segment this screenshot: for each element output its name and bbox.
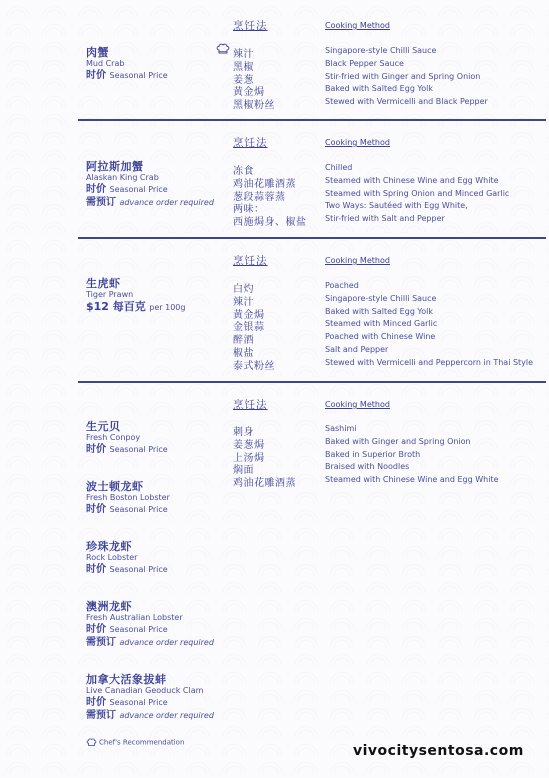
method-name-en: Singapore-style Chilli Sauce xyxy=(325,46,437,55)
method-name-en: Salt and Pepper xyxy=(325,344,389,354)
dish-order-note: 需预订 advance order required xyxy=(86,710,214,721)
dish-name-en: Fresh Australian Lobster xyxy=(86,613,183,622)
method-name-zh: 两味： xyxy=(233,204,265,216)
method-name-en: Stir-fried with Ginger and Spring Onion xyxy=(325,71,481,81)
chef-recommendation-legend xyxy=(86,738,184,747)
method-name-zh: 上汤焗 xyxy=(233,452,265,464)
method-name-zh: 白灼 xyxy=(233,284,254,295)
method-name-zh: 黑椒粉丝 xyxy=(233,100,275,112)
method-name-en: Baked with Ginger and Spring Onion xyxy=(325,436,471,446)
dish-tiger-prawn xyxy=(86,277,185,314)
method-header-zh: 烹饪法 xyxy=(233,399,268,411)
dish-name-en: Live Canadian Geoduck Clam xyxy=(86,686,204,695)
method-header-en: Cooking Method xyxy=(325,21,390,30)
method-name-zh: 金银蒜 xyxy=(233,322,265,334)
dish-name-en: Fresh Conpoy xyxy=(86,433,141,442)
method-name-zh: 冻食 xyxy=(233,166,254,177)
method-name-zh: 醉酒 xyxy=(233,335,254,347)
dish-price: $12 每百克 per 100g xyxy=(86,300,186,313)
method-name-en: Stir-fried with Salt and Pepper xyxy=(325,214,445,224)
dish-mud-crab xyxy=(86,46,168,82)
method-header-en: Cooking Method xyxy=(325,400,390,409)
legend-label: Chef's Recommendation xyxy=(99,738,185,747)
method-name-en: Poached xyxy=(325,281,359,290)
dish-order-note: 需预订 advance order required xyxy=(86,637,214,648)
section-divider xyxy=(78,119,546,121)
dish-price: 时价 Seasonal Price xyxy=(86,444,168,455)
dish-name-zh: 澳洲龙虾 xyxy=(86,600,132,613)
dish-name-en: Alaskan King Crab xyxy=(86,173,159,182)
method-name-zh: 黑椒 xyxy=(233,61,254,73)
dish-name-zh: 阿拉斯加蟹 xyxy=(86,160,144,173)
dish-price: 时价 Seasonal Price xyxy=(86,564,168,575)
dish-name-zh: 珍珠龙虾 xyxy=(86,540,132,553)
method-name-en: Steamed with Spring Onion and Minced Garlic xyxy=(325,188,510,198)
dish-price: 时价 Seasonal Price xyxy=(86,70,168,81)
method-name-en: Singapore-style Chilli Sauce xyxy=(325,293,437,303)
dish-price: 时价 Seasonal Price xyxy=(86,504,168,515)
dish-geoduck xyxy=(86,673,214,722)
section-divider xyxy=(78,381,546,383)
method-name-zh: 泰式粉丝 xyxy=(233,360,275,372)
dish-name-zh: 生元贝 xyxy=(86,420,121,433)
method-name-zh: 姜葱焗 xyxy=(233,439,265,451)
method-name-en: Baked with Salted Egg Yolk xyxy=(325,84,434,94)
method-header-en: Cooking Method xyxy=(325,138,390,147)
method-name-en: Braised with Noodles xyxy=(325,462,410,472)
method-header-en: Cooking Method xyxy=(325,256,390,265)
dish-name-en: Rock Lobster xyxy=(86,553,138,562)
dish-rock-lobster xyxy=(86,540,168,576)
method-header-zh: 烹饪法 xyxy=(233,20,268,32)
method-name-zh: 西施焗身、椒盐 xyxy=(233,217,307,229)
method-name-zh: 辣汁 xyxy=(233,296,254,308)
dish-king-crab xyxy=(86,160,214,209)
method-name-zh: 姜葱 xyxy=(233,74,254,86)
method-name-zh: 黄金焗 xyxy=(233,87,265,99)
method-name-en: Baked in Superior Broth xyxy=(325,449,421,459)
dish-price: 时价 Seasonal Price xyxy=(86,624,168,635)
chef-hat-icon xyxy=(216,43,230,55)
dish-name-zh: 生虎虾 xyxy=(86,277,121,290)
section-divider xyxy=(78,237,546,239)
method-name-en: Sashimi xyxy=(325,424,357,433)
dish-price: 时价 Seasonal Price xyxy=(86,184,168,195)
method-name-en: Baked with Salted Egg Yolk xyxy=(325,306,434,316)
method-name-en: Steamed with Chinese Wine and Egg White xyxy=(325,175,499,185)
dish-price: 时价 Seasonal Price xyxy=(86,697,168,708)
method-name-en: Stewed with Vermicelli and Peppercorn in Thai Style xyxy=(325,357,534,367)
method-name-en: Steamed with Chinese Wine and Egg White xyxy=(325,475,499,485)
dish-name-en: Fresh Boston Lobster xyxy=(86,493,170,502)
method-name-zh: 椒盐 xyxy=(233,347,254,359)
dish-conpoy xyxy=(86,420,168,456)
method-name-zh: 鸡油花雕酒蒸 xyxy=(233,478,296,490)
method-name-zh: 鸡油花雕酒蒸 xyxy=(233,178,296,190)
method-name-zh: 刺身 xyxy=(233,427,254,438)
method-name-zh: 黄金焗 xyxy=(233,309,265,321)
dish-name-zh: 加拿大活象拔蚌 xyxy=(86,673,167,686)
method-name-zh: 辣汁 xyxy=(233,49,254,60)
dish-name-en: Tiger Prawn xyxy=(86,290,134,299)
method-name-zh: 葱段蒜蓉蒸 xyxy=(233,191,286,203)
dish-order-note: 需预订 advance order required xyxy=(86,197,214,208)
method-name-en: Chilled xyxy=(325,163,353,172)
dish-boston-lobster xyxy=(86,480,170,516)
method-name-en: Steamed with Minced Garlic xyxy=(325,319,438,329)
dish-name-en: Mud Crab xyxy=(86,59,125,68)
method-header-zh: 烹饪法 xyxy=(233,255,268,267)
site-watermark: vivocitysentosa.com xyxy=(353,743,524,759)
method-header-zh: 烹饪法 xyxy=(233,137,268,149)
method-name-en: Poached with Chinese Wine xyxy=(325,332,436,342)
chef-hat-icon xyxy=(86,738,97,747)
dish-name-zh: 肉蟹 xyxy=(86,46,109,59)
method-name-zh: 焖面 xyxy=(233,465,254,477)
dish-australian-lobster xyxy=(86,600,214,649)
method-name-en: Black Pepper Sauce xyxy=(325,58,404,68)
method-name-en: Two Ways: Sautéed with Egg White, xyxy=(325,201,468,211)
dish-name-zh: 波士顿龙虾 xyxy=(86,480,144,493)
method-name-en: Stewed with Vermicelli and Black Pepper xyxy=(325,97,488,107)
